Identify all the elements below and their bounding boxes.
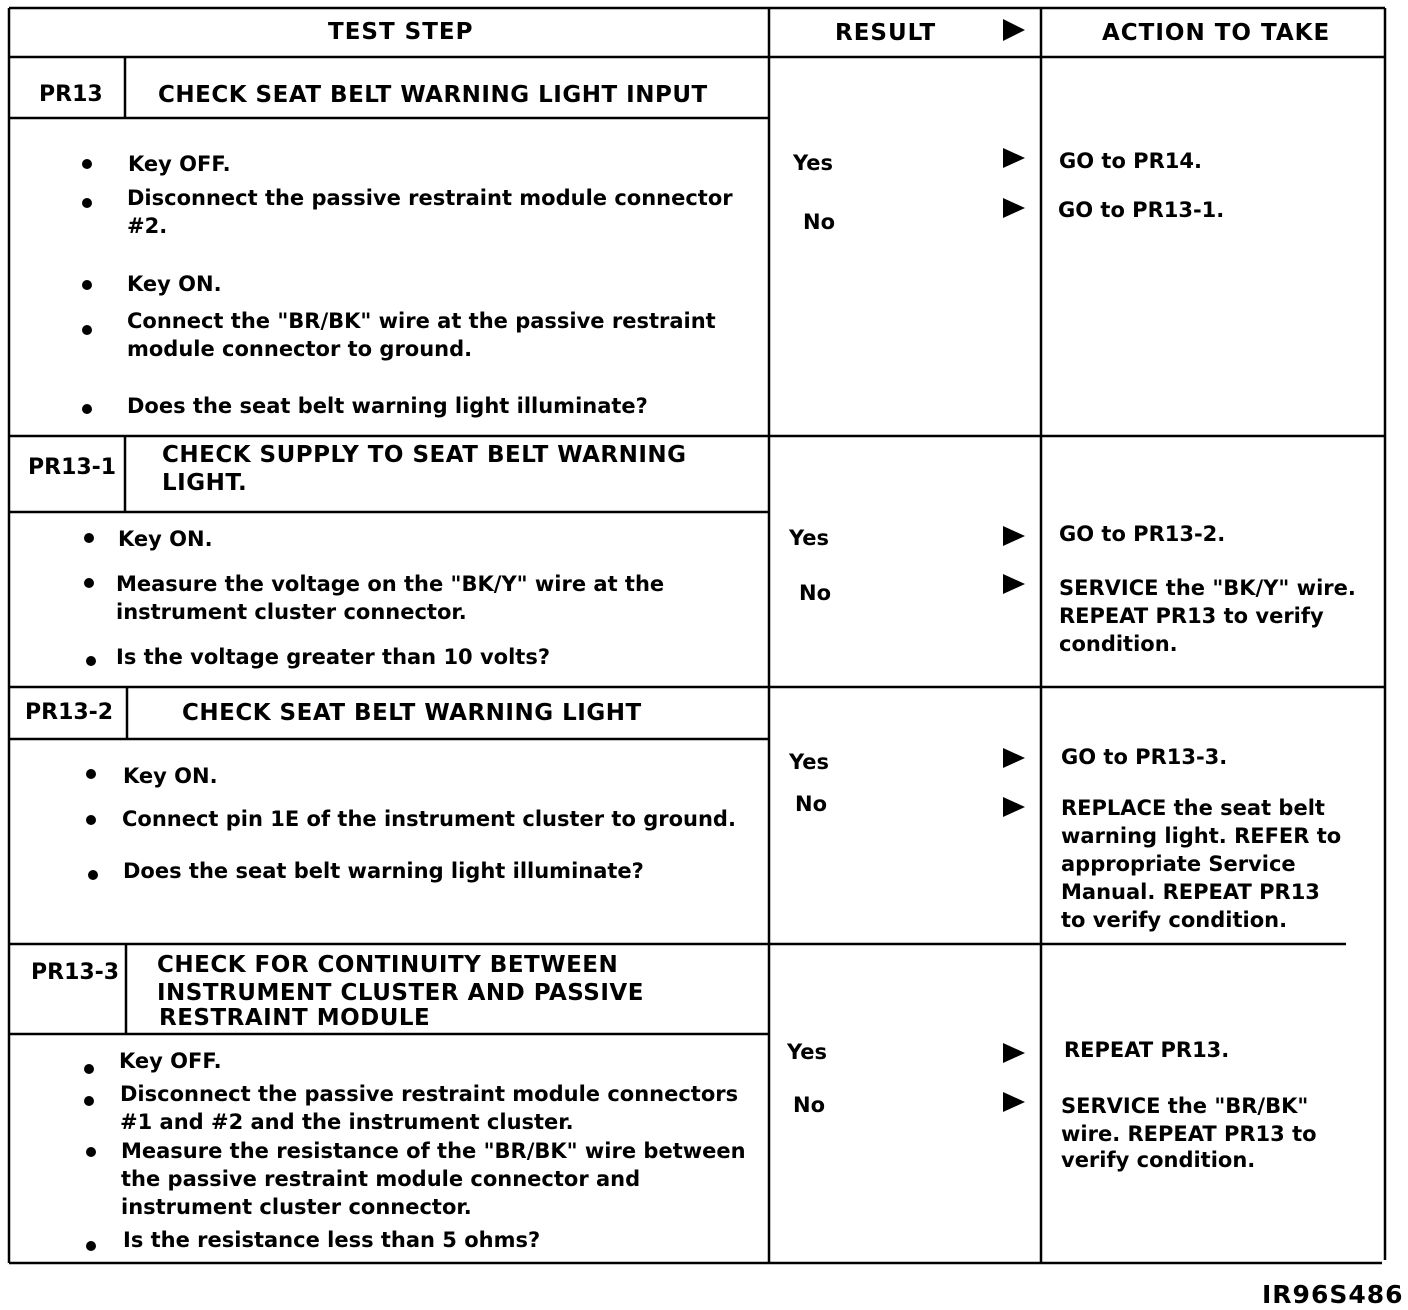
step-title: LIGHT. xyxy=(162,470,248,496)
bullet-icon xyxy=(86,656,96,666)
action-text: SERVICE the "BR/BK" xyxy=(1061,1094,1309,1118)
arrow-icon xyxy=(1003,1043,1025,1063)
action-text: REPEAT PR13. xyxy=(1064,1038,1230,1062)
bullet-icon xyxy=(82,280,92,290)
step-question: Is the voltage greater than 10 volts? xyxy=(116,645,551,669)
action-text: GO to PR13-3. xyxy=(1061,745,1228,769)
bullet-icon xyxy=(84,1096,94,1106)
action-text: verify condition. xyxy=(1061,1148,1256,1172)
step-instruction: #1 and #2 and the instrument cluster. xyxy=(120,1110,574,1134)
action-text: appropriate Service xyxy=(1061,852,1296,876)
action-text: SERVICE the "BK/Y" wire. xyxy=(1059,576,1356,600)
arrow-icon xyxy=(1003,148,1025,168)
step-instruction: Measure the resistance of the "BR/BK" wire between xyxy=(121,1139,746,1163)
step-code: PR13 xyxy=(39,82,103,107)
step-instruction: instrument cluster connector. xyxy=(121,1195,472,1219)
action-text: warning light. REFER to xyxy=(1061,824,1342,848)
header-result: RESULT xyxy=(835,20,937,46)
arrow-icon xyxy=(1003,748,1025,768)
action-text: GO to PR13-2. xyxy=(1059,522,1226,546)
header-test-step: TEST STEP xyxy=(328,19,474,45)
step-title: INSTRUMENT CLUSTER AND PASSIVE xyxy=(157,980,644,1006)
bullet-icon xyxy=(84,578,94,588)
bullet-icon xyxy=(82,325,92,335)
bullet-icon xyxy=(86,769,96,779)
result-no: No xyxy=(799,581,832,605)
result-yes: Yes xyxy=(793,151,834,175)
step-title: RESTRAINT MODULE xyxy=(159,1005,431,1031)
step-instruction: Disconnect the passive restraint module connector xyxy=(127,186,733,210)
action-text: REPEAT PR13 to verify xyxy=(1059,604,1324,628)
step-instruction: Connect pin 1E of the instrument cluster to ground. xyxy=(122,807,736,831)
step-instruction: instrument cluster connector. xyxy=(116,600,467,624)
bullet-icon xyxy=(88,870,98,880)
bullet-icon xyxy=(86,1241,96,1251)
action-text: Manual. REPEAT PR13 xyxy=(1061,880,1320,904)
action-text: GO to PR13-1. xyxy=(1058,198,1225,222)
action-text: wire. REPEAT PR13 to xyxy=(1061,1122,1317,1146)
header-action: ACTION TO TAKE xyxy=(1102,20,1331,46)
step-instruction: Connect the "BR/BK" wire at the passive restraint xyxy=(127,309,716,333)
result-no: No xyxy=(803,210,836,234)
result-no: No xyxy=(795,792,828,816)
action-text: REPLACE the seat belt xyxy=(1061,796,1325,820)
step-code: PR13-1 xyxy=(28,455,117,480)
step-instruction: the passive restraint module connector and xyxy=(121,1167,641,1191)
header-arrow-icon xyxy=(1003,19,1025,41)
result-yes: Yes xyxy=(787,1040,828,1064)
step-title: CHECK SEAT BELT WARNING LIGHT xyxy=(182,700,642,726)
step-title: CHECK FOR CONTINUITY BETWEEN xyxy=(157,952,619,978)
step-question: Does the seat belt warning light illuminate? xyxy=(123,859,644,883)
arrow-icon xyxy=(1003,1092,1025,1112)
bullet-icon xyxy=(86,1147,96,1157)
arrow-icon xyxy=(1003,198,1025,218)
step-instruction: Key ON. xyxy=(127,272,222,296)
bullet-icon xyxy=(82,159,92,169)
step-title: CHECK SEAT BELT WARNING LIGHT INPUT xyxy=(158,82,708,108)
step-question: Is the resistance less than 5 ohms? xyxy=(123,1228,541,1252)
step-code: PR13-2 xyxy=(25,700,114,725)
step-code: PR13-3 xyxy=(31,960,120,985)
action-text: GO to PR14. xyxy=(1059,149,1202,173)
step-instruction: Measure the voltage on the "BK/Y" wire at the xyxy=(116,572,665,596)
bullet-icon xyxy=(82,198,92,208)
result-no: No xyxy=(793,1093,826,1117)
step-instruction: Disconnect the passive restraint module connectors xyxy=(120,1082,739,1106)
step-instruction: Key ON. xyxy=(123,764,218,788)
step-instruction: Key OFF. xyxy=(128,152,231,176)
result-yes: Yes xyxy=(789,750,830,774)
figure-id: IR96S486 xyxy=(1262,1280,1404,1309)
step-instruction: module connector to ground. xyxy=(127,337,473,361)
bullet-icon xyxy=(86,815,96,825)
bullet-icon xyxy=(84,533,94,543)
step-title: CHECK SUPPLY TO SEAT BELT WARNING xyxy=(162,442,687,468)
arrow-icon xyxy=(1003,526,1025,546)
arrow-icon xyxy=(1003,797,1025,817)
action-text: to verify condition. xyxy=(1061,908,1288,932)
step-instruction: #2. xyxy=(127,214,168,238)
bullet-icon xyxy=(84,1064,94,1074)
action-text: condition. xyxy=(1059,632,1178,656)
arrow-icon xyxy=(1003,574,1025,594)
step-instruction: Key ON. xyxy=(118,527,213,551)
result-yes: Yes xyxy=(789,526,830,550)
bullet-icon xyxy=(82,404,92,414)
step-question: Does the seat belt warning light illuminate? xyxy=(127,394,648,418)
step-instruction: Key OFF. xyxy=(119,1049,222,1073)
